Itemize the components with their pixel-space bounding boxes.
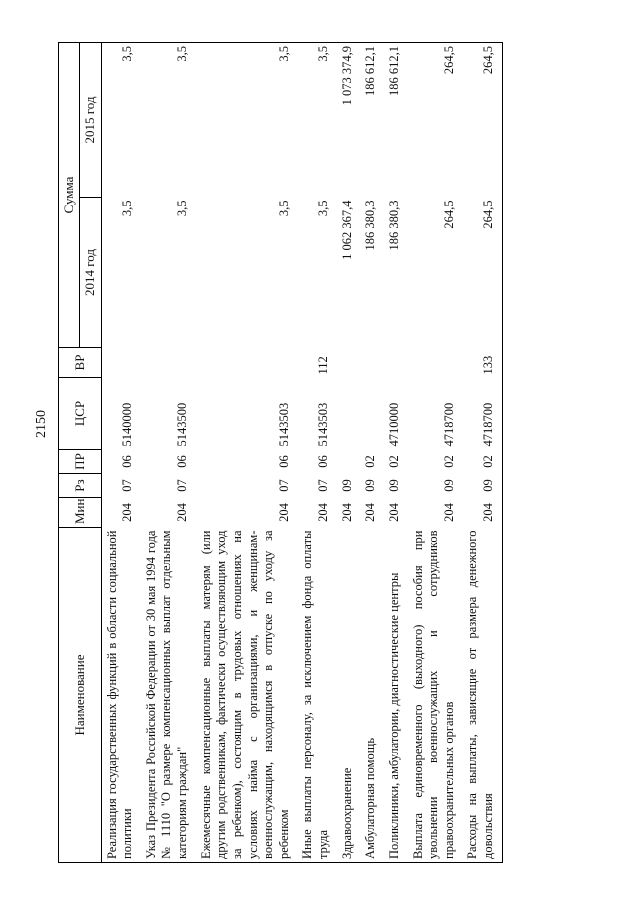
row-vr: [141, 348, 196, 378]
row-csr: 5140000: [120, 402, 135, 447]
header-2014: 2014 год: [80, 198, 101, 348]
table-header: [59, 43, 102, 863]
row-sum-2015: 186 612,1: [360, 43, 384, 198]
row-vr: [101, 348, 141, 378]
row-rz: 09: [386, 479, 401, 492]
row-sum-2015: 3,5: [101, 43, 141, 198]
row-sum-2015: 1 073 374,9: [337, 43, 361, 198]
header-min: Мин: [59, 498, 102, 528]
row-min: 204: [363, 503, 378, 522]
table-row: [101, 43, 141, 863]
row-pr: 06: [276, 455, 291, 468]
row-sum-2015: 3,5: [297, 43, 336, 198]
rotated-table-container: [58, 43, 618, 863]
row-min: 204: [339, 503, 354, 522]
row-csr: 5143500: [175, 402, 189, 447]
header-sum: Сумма: [59, 43, 80, 348]
row-pr: 06: [175, 455, 189, 468]
row-min: 204: [386, 503, 401, 522]
row-rz: 07: [316, 479, 330, 492]
row-pr: 06: [316, 455, 330, 468]
row-min: 204: [462, 498, 502, 528]
row-name: Ежемесячные компенсационные выплаты матерям (или другим родственникам, фактически осуществляющим уход за ребенком), состоящим в трудовых отношениях на условиях найма с организациями, и женщинам-военнослужащим, находящимся в отпуске по уходу за ребенком: [196, 528, 298, 863]
row-pr: 02: [441, 455, 456, 468]
row-sum-2014: 1 062 367,4: [339, 200, 354, 260]
row-vr: [384, 348, 408, 378]
row-sum-2015: 3,5: [196, 43, 298, 198]
table-row: [141, 43, 196, 863]
row-sum-2014: 3,5: [120, 200, 135, 217]
row-sum-2015: 186 612,1: [384, 43, 408, 198]
row-csr: 4718700: [462, 378, 502, 450]
row-name: Амбулаторная помощь: [360, 528, 384, 863]
header-pr: ПР: [59, 450, 102, 474]
row-vr: 112: [316, 356, 330, 375]
row-csr: [360, 378, 384, 450]
header-2015: 2015 год: [80, 43, 101, 198]
row-rz: 09: [462, 474, 502, 498]
row-min: 204: [175, 503, 189, 522]
table-row: [337, 43, 361, 863]
row-sum-2014: 186 380,3: [363, 200, 378, 251]
row-sum-2014: 3,5: [175, 200, 189, 217]
row-name: Реализация государственных функций в области социальной политики: [101, 528, 141, 863]
row-sum-2015: 264,5: [462, 43, 502, 198]
row-vr: [408, 348, 463, 378]
row-pr: 06: [120, 455, 135, 468]
row-sum-2014: 264,5: [441, 200, 456, 229]
row-rz: 09: [363, 479, 378, 492]
row-vr: 133: [462, 348, 502, 378]
row-csr: 5143503: [316, 402, 330, 447]
page-number: 2150: [34, 410, 49, 438]
header-rz: Рз: [59, 474, 102, 498]
row-min: 204: [441, 503, 456, 522]
row-name: Иные выплаты персоналу, за исключением фонда оплаты труда: [297, 528, 336, 863]
row-name: Поликлиники, амбулатории, диагностические центры: [384, 528, 408, 863]
table-row: [462, 43, 502, 863]
row-csr: 5143503: [276, 402, 291, 447]
row-vr: [337, 348, 361, 378]
table-row: [297, 43, 336, 863]
table-body: [101, 43, 502, 863]
row-sum-2015: 3,5: [141, 43, 196, 198]
row-pr: 02: [386, 455, 401, 468]
row-csr: 4710000: [386, 402, 401, 447]
row-min: 204: [120, 503, 135, 522]
table-row: [408, 43, 463, 863]
table-row: [196, 43, 298, 863]
header-name: Наименование: [59, 528, 102, 863]
row-name: Указ Президента Российской Федерации от 30 мая 1994 года № 1110 "О размере компенсационных выплат отдельным категориям граждан": [141, 528, 196, 863]
row-rz: 07: [276, 479, 291, 492]
row-vr: [360, 348, 384, 378]
row-pr: 02: [363, 455, 378, 468]
row-min: 204: [316, 503, 330, 522]
row-csr: [337, 378, 361, 450]
row-csr: 4718700: [441, 402, 456, 447]
header-vr: ВР: [59, 348, 102, 378]
row-sum-2014: 264,5: [462, 198, 502, 348]
row-pr: 02: [462, 450, 502, 474]
row-sum-2014: 3,5: [276, 200, 291, 217]
row-sum-2014: 186 380,3: [386, 200, 401, 251]
row-name: Здравоохранение: [337, 528, 361, 863]
row-pr: [337, 450, 361, 474]
row-rz: 07: [175, 479, 189, 492]
row-rz: 09: [441, 479, 456, 492]
row-sum-2014: 3,5: [316, 200, 330, 217]
table-row: [384, 43, 408, 863]
header-csr: ЦСР: [59, 378, 102, 450]
row-rz: 07: [120, 479, 135, 492]
row-name: Расходы на выплаты, зависящие от размера денежного довольствия: [462, 528, 502, 863]
row-sum-2015: 264,5: [408, 43, 463, 198]
row-rz: 09: [339, 479, 354, 492]
row-vr: [196, 348, 298, 378]
row-min: 204: [276, 503, 291, 522]
budget-table: [58, 42, 503, 863]
row-name: Выплата единовременного (выходного) пособия при увольнении военнослужащих и сотрудников правоохранительных органов: [408, 528, 463, 863]
table-row: [360, 43, 384, 863]
